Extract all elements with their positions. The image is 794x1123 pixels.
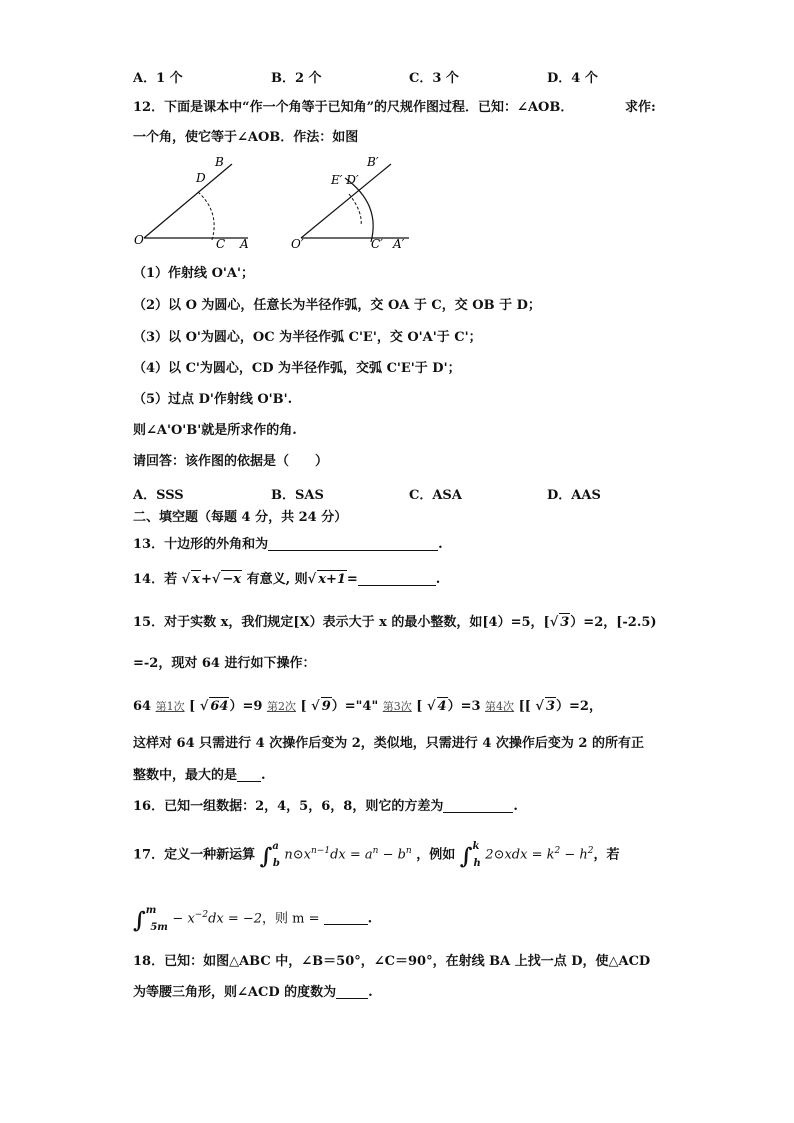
fig2-label-c: C′: [371, 237, 383, 251]
q12-stem-line2: 一个角，使它等于∠AOB．作法：如图: [133, 130, 359, 145]
q17-tail: ，则 m =: [262, 911, 324, 927]
q17-int3-body: − x: [172, 911, 195, 927]
q15-line1-text: 15．对于实数 x，我们规定[X）表示大于 x 的最小整数，如[4）=5，[: [133, 615, 550, 630]
q13-end: .: [438, 537, 443, 552]
fig1-label-c: C: [216, 237, 226, 251]
angle-figure-1: [128, 152, 258, 254]
q16-text: 16．已知一组数据：2，4，5，6，8，则它的方差为: [133, 799, 444, 814]
angle-figure-2: [285, 152, 415, 254]
q17-int2-bot: h: [473, 858, 481, 870]
fig1-label-o: O: [134, 233, 144, 247]
q17-int2-top: k: [472, 841, 480, 853]
q15-op-result1: ）=9: [229, 699, 263, 714]
q17-line1: [133, 841, 620, 870]
q17-int1-top: a: [272, 841, 279, 853]
q17-int1-e1: n: [372, 846, 379, 856]
q12-step-2: （2）以 O 为圆心，任意长为半径作弧，交 OA 于 C，交 OB 于 D；: [133, 298, 541, 313]
q15-line1: [133, 613, 657, 632]
q12-ask: 请回答：该作图的依据是（ ）: [133, 454, 329, 469]
q17-int1-rest: dx = a: [330, 847, 373, 863]
q14-pre: 14．若: [133, 572, 178, 587]
q17-int3-top: m: [145, 905, 157, 917]
q17-blank: [324, 910, 368, 925]
q15-op-step1-label: 第1次: [155, 700, 185, 713]
q11-option-d: D．4 个: [547, 71, 598, 86]
q17-mid: ，例如: [416, 847, 456, 863]
integral-icon: ∫: [259, 843, 273, 870]
q17-int1-exp: n−1: [311, 846, 331, 856]
q17-int1-minus: − b: [378, 847, 406, 863]
q15-op-root4: √ 3: [535, 699, 555, 714]
q17-int1-bot: b: [272, 858, 280, 870]
q13: [133, 536, 443, 554]
q12-option-a: A．SSS: [133, 488, 184, 503]
q17-int2-e2: 2: [587, 846, 594, 856]
q11-option-c: C．3 个: [409, 71, 459, 86]
fig2-label-o: O′: [291, 237, 304, 251]
q15-op-root1: √ 64: [199, 699, 229, 714]
q17-end: .: [367, 911, 373, 927]
q15-op-step3-label: 第3次: [382, 700, 412, 713]
q17-int2-e1: 2: [554, 846, 561, 856]
fig2-label-a: A′: [393, 237, 405, 251]
fig2-label-b: B′: [367, 155, 379, 169]
q14: [133, 570, 440, 589]
q15-line5-end: .: [261, 768, 266, 783]
q15-op-step2-label: 第2次: [266, 700, 296, 713]
q18-line2-text: 为等腰三角形，则∠ACD 的度数为: [133, 985, 337, 1000]
q16-end: .: [513, 799, 518, 814]
q14-blank: [358, 571, 436, 586]
q17-int1-e2: n: [405, 846, 412, 856]
q15-op-root2: √ 9: [311, 699, 331, 714]
fig1-label-b: B: [215, 155, 224, 169]
q14-plus: +: [200, 572, 212, 587]
section-title: 二、填空题（每题 4 分，共 24 分）: [133, 510, 348, 525]
q15-line5-text: 整数中，最大的是: [133, 768, 238, 783]
q15-line5: [133, 767, 266, 785]
fig2-arc-main: [345, 178, 373, 242]
q15-root-3: √ 3: [549, 615, 570, 630]
q17-int3-bot: 5m: [150, 922, 168, 934]
q17-int1-body: n⊙x: [284, 847, 311, 863]
q16-blank: [443, 798, 513, 813]
q12-stem-line1: [133, 99, 573, 117]
q15-op-root3: √ 4: [426, 699, 447, 714]
q14-eq: =: [346, 572, 358, 587]
q14-root-2: √ −x: [211, 572, 242, 587]
q12-option-d: D．AAS: [547, 488, 601, 503]
q14-root-3: √ x+1: [307, 572, 346, 587]
q15-line2: =-2，现对 64 进行如下操作：: [133, 656, 316, 671]
fig1-label-a: A: [240, 237, 249, 251]
q18-blank: [336, 984, 368, 999]
q17-int3-exp: −2: [194, 910, 209, 920]
q12-step-5: （5）过点 D'作射线 O'B'.: [133, 392, 293, 407]
integral-icon: ∫: [459, 843, 473, 870]
fig1-ray-ob: [144, 164, 232, 238]
q12-step-3: （3）以 O'为圆心，OC 为半径作弧 C'E'，交 O'A'于 C'；: [133, 330, 482, 345]
q18-line1: 18．已知：如图△ABC 中，∠B＝50°，∠C＝90°，在射线 BA 上找一点 D，使△ACD: [133, 954, 651, 969]
q18-line2-end: .: [368, 985, 373, 1000]
q15-line4: 这样对 64 只需进行 4 次操作后变为 2，类似地，只需进行 4 次操作后变为 2 的所有正: [133, 736, 645, 751]
q18-line2: [133, 984, 373, 1002]
q15-op-result4: ）=2，: [556, 699, 602, 714]
q12-stem-part1: 12．下面是课本中“作一个角等于已知角”的尺规作图过程．已知：∠AOB．: [133, 100, 574, 115]
q14-mid: 有意义, 则: [246, 572, 308, 587]
q17-int2-minus: − h: [560, 847, 588, 863]
fig1-arc: [198, 192, 214, 240]
q16: [133, 798, 518, 816]
q17-post: ，若: [593, 847, 620, 863]
q12-stem-part2: 求作:: [625, 100, 656, 115]
q15-line1-end: ）=2，[-2.5): [570, 615, 657, 630]
integral-icon: ∫: [133, 907, 146, 934]
q15-operations: 64 第1次 [ √ 64）=9 第2次 [ √ 9）="4" 第3次 [ √ 4）=3 第4次 [[ √ 3）=2，: [133, 699, 602, 714]
q15-op-result2: ）="4": [331, 699, 379, 714]
q12-option-c: C．ASA: [409, 488, 462, 503]
q15-op-start: 64: [133, 699, 152, 714]
q15-op-step4-label: 第4次: [485, 700, 515, 713]
q12-conclusion: 则∠A'O'B'就是所求作的角.: [133, 423, 297, 438]
q13-blank: [268, 536, 438, 551]
q15-blank: [237, 767, 261, 782]
q15-op-result3: ）=3: [447, 699, 481, 714]
q17-int2-body: 2⊙xdx = k: [485, 847, 555, 863]
q12-step-4: （4）以 C'为圆心，CD 为半径作弧，交弧 C'E'于 D'；: [133, 361, 461, 376]
q11-option-b: B．2 个: [271, 71, 322, 86]
q13-text: 13．十边形的外角和为: [133, 537, 269, 552]
fig1-label-d: D: [196, 171, 206, 185]
q12-option-b: B．SAS: [271, 488, 324, 503]
q17-int3-rest: dx = −2: [208, 911, 263, 927]
q17-pre: 17．定义一种新运算: [133, 847, 256, 863]
q12-step-1: （1）作射线 O'A'；: [133, 266, 254, 281]
q14-end: .: [435, 572, 441, 587]
q14-root-1: √ x: [181, 572, 200, 587]
q17-line2: [133, 905, 373, 934]
fig2-arc-dashed: [349, 194, 361, 226]
fig2-label-ed: E′ D′: [331, 173, 359, 187]
q11-option-a: A．1 个: [133, 71, 183, 86]
